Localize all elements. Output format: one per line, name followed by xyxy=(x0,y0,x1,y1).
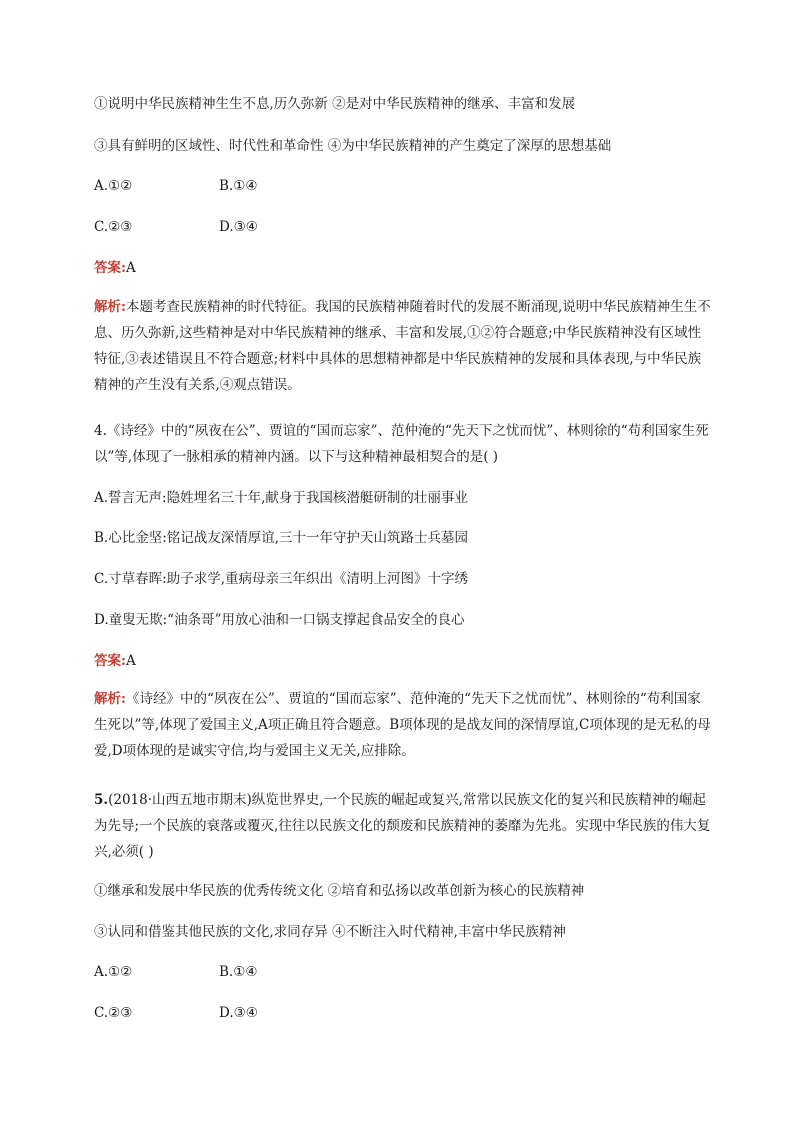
q3-analysis xyxy=(94,294,714,398)
q3-option-c: C.②③ xyxy=(94,219,133,235)
q5-statements-line1: ①继承和发展中华民族的优秀传统文化 ②培育和弘扬以改革创新为核心的民族精神 xyxy=(94,883,585,899)
q5-options-row2 xyxy=(94,1005,714,1021)
analysis-text: 《诗经》中的“夙夜在公”、贾谊的“国而忘家”、范仲淹的“先天下之忧而忧”、林则徐的“苟利国家生死以”等,体现了爱国主义,A项正确且符合题意。B项体现的是战友间的深情厚谊,C项体现的是无私的母爱,D项体现的是诚实守信,均与爱国主义无关,应排除。 xyxy=(94,691,711,759)
answer-label: 答案: xyxy=(94,653,126,669)
q3-options-row1 xyxy=(94,178,714,194)
q3-option-d: D.③④ xyxy=(219,219,258,235)
analysis-text: 本题考查民族精神的时代特征。我国的民族精神随着时代的发展不断涌现,说明中华民族精神生生不息、历久弥新,这些精神是对中华民族精神的继承、丰富和发展,①②符合题意;中华民族精神没有区域性特征,③表述错误且不符合题意;材料中具体的思想精神都是中华民族精神的发展和具体表现,与中华民族精神的产生没有关系,④观点错误。 xyxy=(94,299,711,393)
q3-option-a: A.①② xyxy=(94,178,133,194)
q5-number: 5. xyxy=(94,792,109,808)
q4-answer xyxy=(94,653,714,669)
analysis-label: 解析: xyxy=(94,691,126,707)
q3-options-row2 xyxy=(94,219,714,235)
q4-option-a: A.誓言无声:隐姓埋名三十年,献身于我国核潜艇研制的壮丽事业 xyxy=(94,490,468,506)
answer-label: 答案: xyxy=(94,260,126,276)
q3-option-b: B.①④ xyxy=(219,178,258,194)
q5-stem-text: (2018·山西五地市期末)纵览世界史,一个民族的崛起或复兴,常常以民族文化的复兴和民族精神的崛起为先导;一个民族的衰落或覆灭,往往以民族文化的颓废和民族精神的萎靡为先兆。实现中华民族的伟大复兴,必须( ) xyxy=(94,792,711,860)
q3-answer xyxy=(94,260,714,276)
q3-statements-line2: ③具有鲜明的区域性、时代性和革命性 ④为中华民族精神的产生奠定了深厚的思想基础 xyxy=(94,138,612,154)
q5-option-d: D.③④ xyxy=(219,1005,258,1021)
q4-option-b: B.心比金坚:铭记战友深情厚谊,三十一年守护天山筑路士兵墓园 xyxy=(94,530,469,546)
q5-option-a: A.①② xyxy=(94,964,133,980)
q4-option-c: C.寸草春晖:助子求学,重病母亲三年织出《清明上河图》十字绣 xyxy=(94,571,468,587)
analysis-label: 解析: xyxy=(94,299,126,315)
q5-option-c: C.②③ xyxy=(94,1005,133,1021)
q4-stem: 4.《诗经》中的“夙夜在公”、贾谊的“国而忘家”、范仲淹的“先天下之忧而忧”、林则徐的“苟利国家生死以”等,体现了一脉相承的精神内涵。以下与这种精神最相契合的是( ) xyxy=(94,423,709,465)
q5-option-b: B.①④ xyxy=(219,964,258,980)
q4-option-d: D.童叟无欺:“油条哥”用放心油和一口锅支撑起食品安全的良心 xyxy=(94,612,465,628)
q5-stem xyxy=(94,787,714,865)
answer-value: A xyxy=(125,260,136,276)
q5-options-row1 xyxy=(94,964,714,980)
answer-value: A xyxy=(125,653,136,669)
q5-statements-line2: ③认同和借鉴其他民族的文化,求同存异 ④不断注入时代精神,丰富中华民族精神 xyxy=(94,924,566,940)
q4-analysis xyxy=(94,686,714,764)
q3-statements-line1: ①说明中华民族精神生生不息,历久弥新 ②是对中华民族精神的继承、丰富和发展 xyxy=(94,96,576,112)
